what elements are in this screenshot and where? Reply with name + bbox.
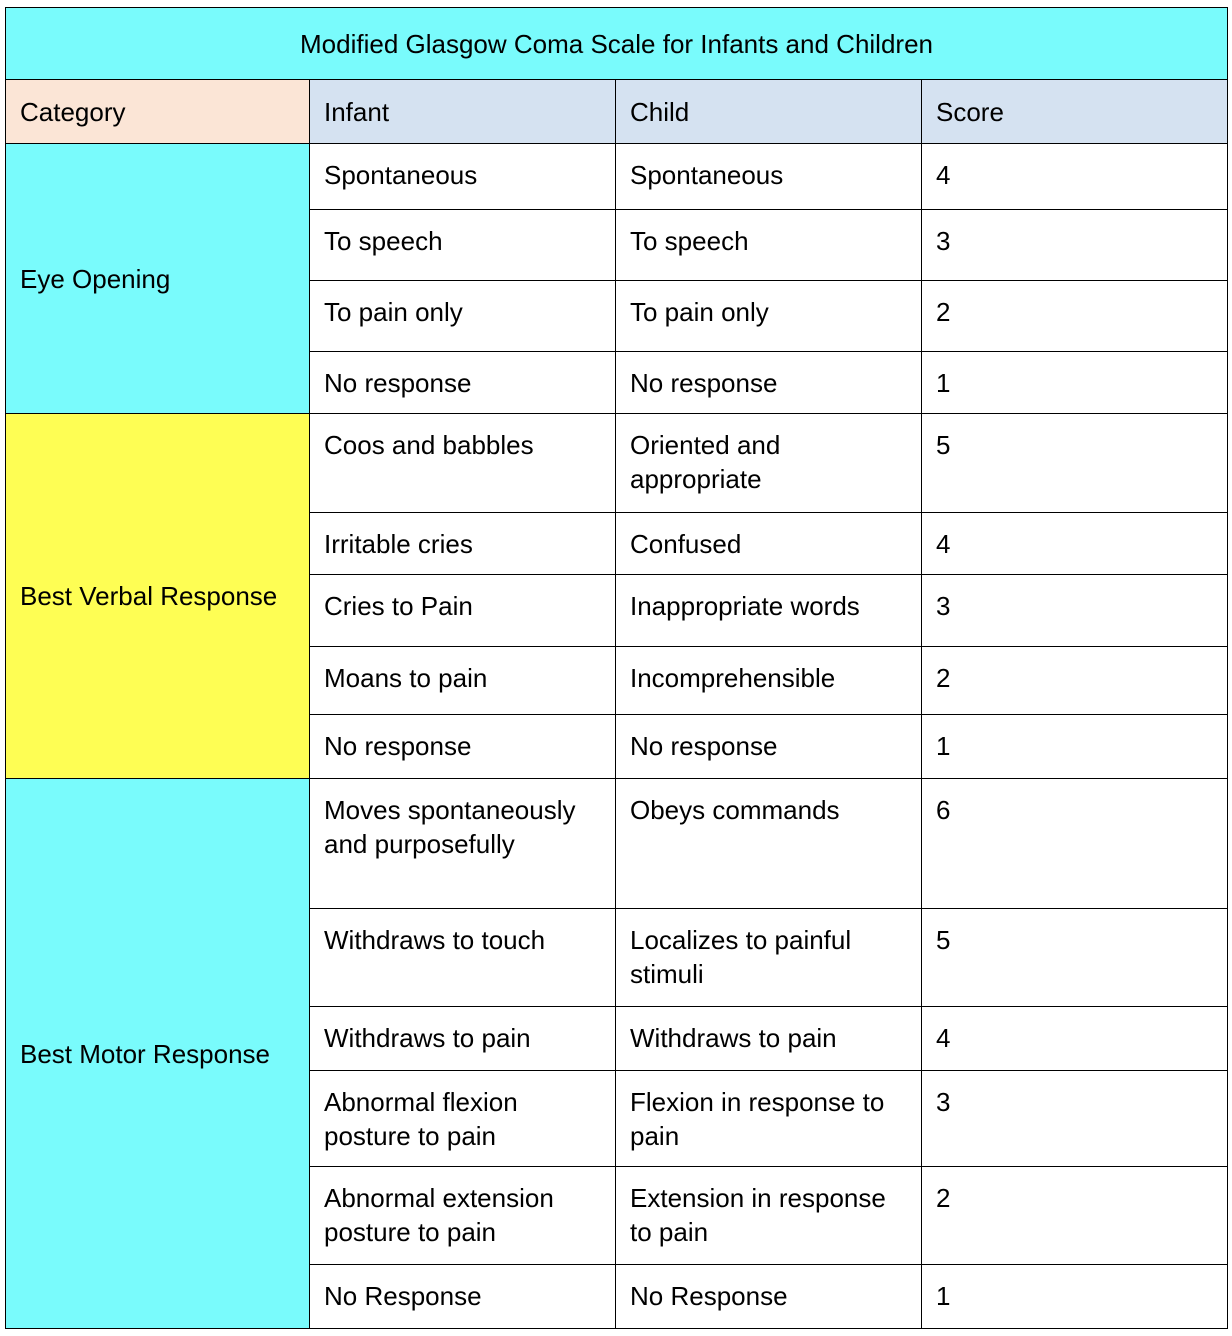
infant-cell: Withdraws to pain — [310, 1007, 616, 1071]
infant-cell: To speech — [310, 210, 616, 281]
category-best-verbal-response: Best Verbal Response — [6, 414, 310, 779]
child-cell: Confused — [616, 513, 922, 575]
score-cell: 4 — [922, 1007, 1228, 1071]
header-child: Child — [616, 80, 922, 144]
score-cell: 1 — [922, 352, 1228, 414]
infant-cell: No response — [310, 715, 616, 779]
gcs-table — [5, 7, 1228, 1329]
child-cell: To pain only — [616, 281, 922, 352]
header-infant: Infant — [310, 80, 616, 144]
child-cell: Obeys commands — [616, 779, 922, 909]
child-cell: No response — [616, 352, 922, 414]
child-cell: Withdraws to pain — [616, 1007, 922, 1071]
score-cell: 4 — [922, 144, 1228, 210]
infant-cell: Moves spontaneously and purposefully — [310, 779, 616, 909]
score-cell: 4 — [922, 513, 1228, 575]
category-eye-opening: Eye Opening — [6, 144, 310, 414]
infant-cell: Moans to pain — [310, 647, 616, 715]
child-cell: Spontaneous — [616, 144, 922, 210]
header-row — [6, 80, 1228, 144]
child-cell: Inappropriate words — [616, 575, 922, 647]
score-cell: 5 — [922, 909, 1228, 1007]
score-cell: 2 — [922, 1167, 1228, 1265]
child-cell: No Response — [616, 1265, 922, 1329]
child-cell: Localizes to painful stimuli — [616, 909, 922, 1007]
score-cell: 3 — [922, 575, 1228, 647]
infant-cell: To pain only — [310, 281, 616, 352]
child-cell: Flexion in response to pain — [616, 1071, 922, 1167]
infant-cell: Cries to Pain — [310, 575, 616, 647]
title-row — [6, 8, 1228, 80]
infant-cell: No Response — [310, 1265, 616, 1329]
table-title: Modified Glasgow Coma Scale for Infants and Children — [6, 8, 1228, 80]
child-cell: Extension in response to pain — [616, 1167, 922, 1265]
header-category: Category — [6, 80, 310, 144]
table-row — [6, 144, 1228, 210]
infant-cell: Spontaneous — [310, 144, 616, 210]
child-cell: To speech — [616, 210, 922, 281]
table-row — [6, 779, 1228, 909]
infant-cell: Irritable cries — [310, 513, 616, 575]
score-cell: 5 — [922, 414, 1228, 513]
score-cell: 2 — [922, 281, 1228, 352]
child-cell: Oriented and appropriate — [616, 414, 922, 513]
score-cell: 3 — [922, 210, 1228, 281]
infant-cell: Withdraws to touch — [310, 909, 616, 1007]
score-cell: 3 — [922, 1071, 1228, 1167]
score-cell: 2 — [922, 647, 1228, 715]
score-cell: 1 — [922, 1265, 1228, 1329]
category-best-motor-response: Best Motor Response — [6, 779, 310, 1329]
infant-cell: No response — [310, 352, 616, 414]
child-cell: Incomprehensible — [616, 647, 922, 715]
child-cell: No response — [616, 715, 922, 779]
table-row — [6, 414, 1228, 513]
header-score: Score — [922, 80, 1228, 144]
infant-cell: Abnormal flexion posture to pain — [310, 1071, 616, 1167]
score-cell: 1 — [922, 715, 1228, 779]
infant-cell: Coos and babbles — [310, 414, 616, 513]
score-cell: 6 — [922, 779, 1228, 909]
infant-cell: Abnormal extension posture to pain — [310, 1167, 616, 1265]
